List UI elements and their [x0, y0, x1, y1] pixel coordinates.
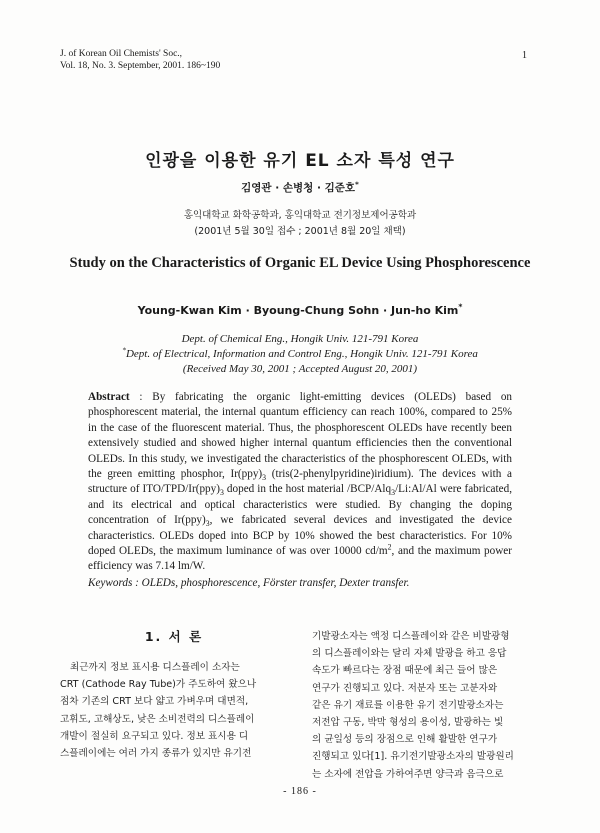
journal-name: J. of Korean Oil Chemists' Soc.,	[60, 49, 183, 59]
body-line: 의 디스플레이와는 달리 자체 발광을 하고 응답	[312, 648, 507, 660]
body-line: 저전압 구동, 박막 형성의 용이성, 발광하는 빛	[312, 717, 504, 729]
keywords-separator: :	[132, 577, 142, 589]
keywords-label: Keywords	[88, 577, 133, 589]
abstract-text-6: , and the maximum power efficiency was 7.14 lm/W.	[88, 545, 512, 573]
right-column-body	[312, 628, 542, 783]
english-author-mark: *	[458, 302, 463, 312]
body-line: 고휘도, 고해상도, 낮은 소비전력의 디스플레이	[60, 713, 255, 725]
english-title: Study on the Characteristics of Organic EL Device Using Phosphorescence	[69, 255, 531, 271]
korean-affiliation-departments: 홍익대학교 화학공학과, 홍익대학교 전기정보제어공학과	[183, 210, 417, 221]
page-number-footer: - 186 -	[283, 786, 317, 797]
korean-authors	[0, 180, 600, 195]
body-line: 최근까지 정보 표시용 디스플레이 소자는	[70, 662, 240, 673]
body-line: 개발이 절실히 요구되고 있다. 정보 표시용 디	[60, 730, 249, 742]
body-line: 는 소자에 전압을 가하여주면 양극과 음극으로	[312, 768, 504, 780]
body-line: 기발광소자는 액정 디스플레이와 같은 비발광형	[312, 631, 510, 642]
abstract-text-5: , we fabricated several devices and investigated the device characteristics. OLEDs doped into BCP by 10% showed the best characteristics. For 10% doped OLEDs, the maximum luminance of was over 10000 cd/m	[88, 514, 512, 558]
abstract-text-2: (tris(2-phenylpyridine)iridium). The devices with a structure of ITO/TPD/Ir(ppy)	[88, 468, 512, 496]
journal-citation	[60, 48, 220, 72]
keywords	[88, 577, 512, 589]
abstract-label: Abstract	[88, 391, 130, 403]
author-footnote-mark: *	[355, 179, 359, 189]
abstract-sub-4: 3	[205, 519, 210, 529]
affiliation-electrical-text: Dept. of Electrical, Information and Control Eng., Hongik Univ. 121-791 Korea	[125, 348, 478, 360]
affiliation-chemical-eng: Dept. of Chemical Eng., Hongik Univ. 121-791 Korea	[181, 333, 419, 345]
received-accepted-dates: (Received May 30, 2001 ; Accepted August 20, 2001)	[182, 363, 418, 375]
english-authors	[0, 304, 600, 317]
left-column-body	[60, 659, 288, 762]
body-line: 같은 유기 재료를 이용한 유기 전기발광소자는	[312, 699, 504, 711]
body-line: 연구가 진행되고 있다. 저분자 또는 고분자와	[312, 682, 498, 694]
abstract-text-4: /Li:Al/Al were fabricated, and its electrical and optical characteristics were studied. By changing the doping concentration of Ir(ppy)	[88, 483, 512, 527]
abstract-sub-3: 3	[391, 488, 396, 498]
english-affiliation	[0, 332, 600, 377]
body-line: 점차 기존의 CRT 보다 얇고 가벼우며 대면적,	[60, 696, 249, 708]
body-line: 진행되고 있다[1]. 유기전기발광소자의 발광원리	[312, 751, 514, 763]
english-author-list: Young-Kwan Kim · Byoung-Chung Sohn · Jun-ho Kim	[137, 304, 459, 317]
body-line: 속도가 빠르다는 장점 때문에 최근 들어 많은	[312, 665, 498, 677]
korean-received-dates: (2001년 5월 30일 접수 ; 2001년 8월 20일 채택)	[194, 226, 406, 237]
korean-title: 인광을 이용한 유기 EL 소자 특성 연구	[145, 151, 455, 171]
keywords-text: OLEDs, phosphorescence, Förster transfer, Dexter transfer.	[141, 577, 410, 589]
affiliation-electrical-eng	[0, 347, 600, 362]
abstract	[88, 390, 512, 575]
abstract-separator: :	[129, 391, 153, 403]
section-heading-introduction: 1. 서 론	[144, 629, 204, 644]
abstract-text-3: doped in the host material /BCP/Alq	[223, 483, 392, 496]
korean-author-list: 김영관 · 손병청 · 김준호	[241, 182, 356, 194]
abstract-sub-2: 3	[219, 488, 224, 498]
body-line: CRT (Cathode Ray Tube)가 주도하여 왔으나	[60, 679, 257, 691]
korean-affiliation	[0, 208, 600, 240]
abstract-text-1: By fabricating the organic light-emitting devices (OLEDs) based on phosphorescent material, the internal quantum efficiency can reach 100%, compared to 25% in the case of the fluorescent material. Thus, the phosphorescent OLEDs have recently been extensively studied and showed higher internal quantum efficiencies then the conventional OLEDs. In this study, we investigated the characteristics of the phosphorescent OLEDs, with the green emitting phosphor, Ir(ppy)	[88, 391, 513, 481]
body-line: 스플레이에는 여러 가지 종류가 있지만 유기전	[60, 748, 252, 760]
affiliation-mark: *	[122, 345, 126, 355]
abstract-sup-1: 2	[387, 542, 392, 552]
journal-volume: Vol. 18, No. 3. September, 2001. 186~190	[60, 61, 221, 71]
abstract-sub-1: 3	[262, 473, 267, 483]
page-number-top: 1	[522, 50, 527, 61]
body-line: 의 균일성 등의 장점으로 인해 활발한 연구가	[312, 734, 498, 746]
